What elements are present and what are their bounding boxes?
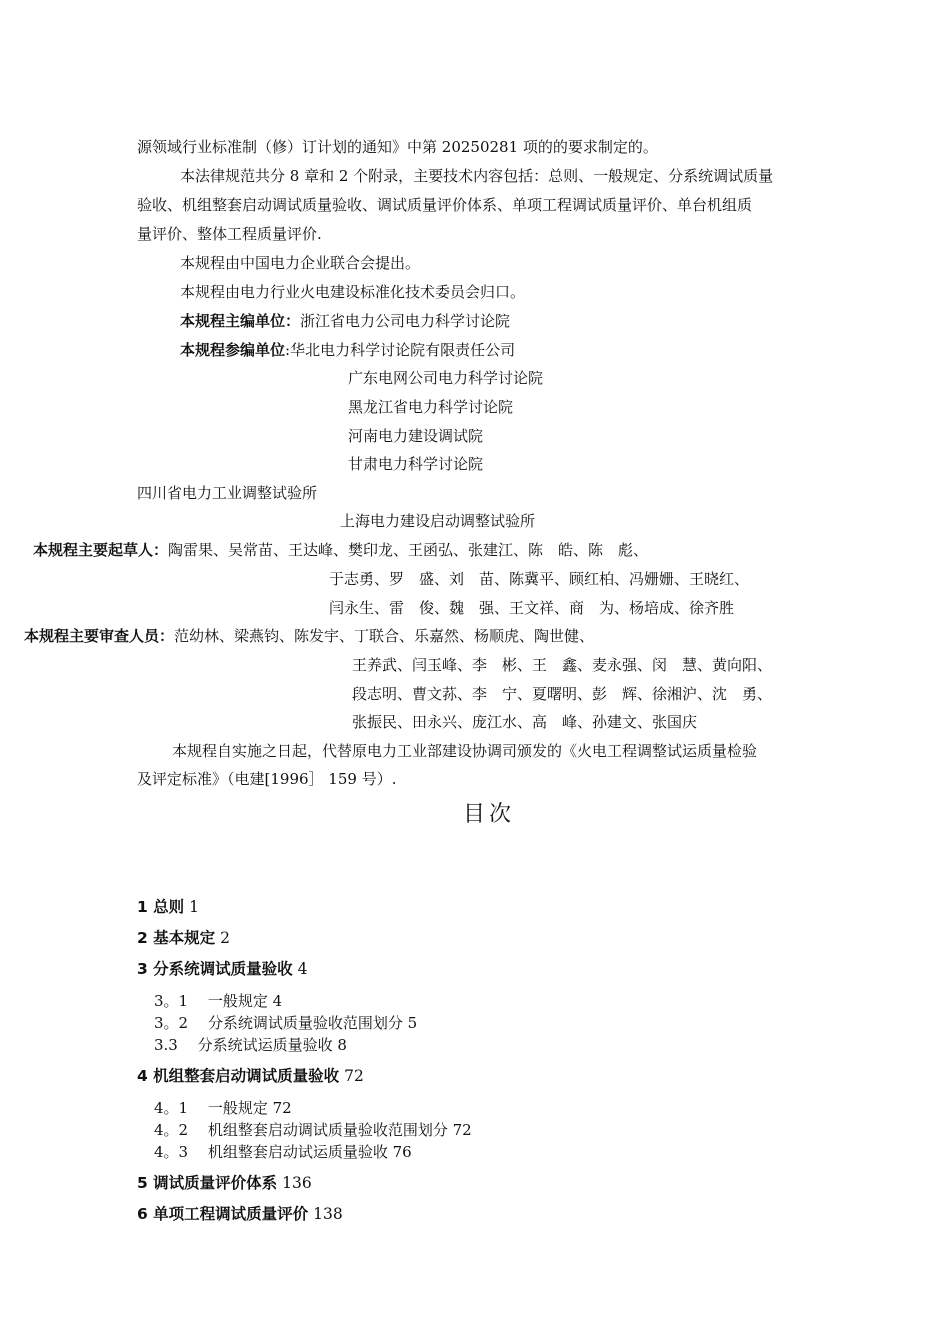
- chief-unit-label: 本规程主编单位：: [180, 312, 301, 330]
- toc-entry-ch1[interactable]: [137, 897, 199, 917]
- toc-entry-ch4[interactable]: [137, 1066, 364, 1086]
- reviewers-row: [24, 626, 594, 646]
- toc-entry-label: 4。3 机组整套启动试运质量验收: [154, 1143, 388, 1161]
- participant-unit: 上海电力建设启动调整试验所: [340, 512, 536, 530]
- chief-unit-value: 浙江省电力公司电力科学讨论院: [300, 312, 511, 330]
- reviewers-line: 范幼林、梁燕钧、陈发宇、丁联合、乐嘉然、杨顺虎、陶世健、: [174, 627, 595, 645]
- toc-entry-s3-1[interactable]: [154, 991, 282, 1011]
- participants-label: 本规程参编单位: [180, 341, 286, 359]
- reviewers-label: 本规程主要审查人员：: [24, 627, 175, 645]
- reviewers-line: 段志明、曹文荪、李 宁、夏曙明、彭 辉、徐湘沪、沈 勇、: [352, 685, 773, 703]
- toc-entry-label: 3。2 分系统调试质量验收范围划分: [154, 1014, 403, 1032]
- toc-entry-page: 4: [272, 992, 283, 1010]
- intro-line-4: 量评价、整体工程质量评价.: [137, 225, 322, 243]
- toc-entry-ch3[interactable]: [137, 959, 308, 979]
- toc-entry-label: 2 基本规定: [137, 929, 216, 947]
- toc-entry-ch6[interactable]: [137, 1204, 343, 1224]
- intro-line-2: 本法律规范共分 8 章和 2 个附录，主要技术内容包括：总则、一般规定、分系统调试质量: [180, 167, 774, 185]
- toc-entry-page: 4: [297, 960, 308, 978]
- toc-entry-label: 3。1 一般规定: [154, 992, 268, 1010]
- proposer-statement: 本规程由中国电力企业联合会提出。: [180, 254, 421, 272]
- toc-entry-label: 1 总则: [137, 898, 185, 916]
- replacement-line-2: 及评定标准》（电建[1996］ 159 号）.: [137, 770, 397, 788]
- toc-entry-page: 5: [407, 1014, 418, 1032]
- participant-unit: 黑龙江省电力科学讨论院: [348, 398, 514, 416]
- drafters-label: 本规程主要起草人：: [33, 541, 169, 559]
- toc-entry-ch5[interactable]: [137, 1173, 312, 1193]
- drafters-line: 于志勇、罗 盛、刘 苗、陈冀平、顾红柏、冯姗姗、王晓红、: [329, 570, 750, 588]
- intro-line-1: 源领域行业标准制（修）订计划的通知》中第 20250281 项的的要求制定的。: [137, 138, 658, 156]
- toc-entry-label: 4。2 机组整套启动调试质量验收范围划分: [154, 1121, 448, 1139]
- toc-entry-s4-1[interactable]: [154, 1098, 292, 1118]
- toc-entry-s4-2[interactable]: [154, 1120, 472, 1140]
- toc-entry-label: 5 调试质量评价体系: [137, 1174, 278, 1192]
- toc-title: 目次: [463, 802, 516, 827]
- toc-entry-label: 4 机组整套启动调试质量验收: [137, 1067, 340, 1085]
- drafters-line: 陶雷果、吴常苗、王达峰、樊印龙、王函弘、张建江、陈 皓、陈 彪、: [168, 541, 649, 559]
- toc-entry-page: 136: [282, 1174, 312, 1192]
- toc-entry-label: 3.3 分系统试运质量验收: [154, 1036, 333, 1054]
- toc-entry-page: 2: [220, 929, 230, 947]
- toc-entry-ch2[interactable]: [137, 928, 230, 948]
- toc-entry-s3-2[interactable]: [154, 1013, 417, 1033]
- reviewers-line: 张振民、田永兴、庞江水、高 峰、孙建文、张国庆: [352, 713, 698, 731]
- participant-unit: 河南电力建设调试院: [348, 427, 484, 445]
- toc-entry-page: 72: [272, 1099, 292, 1117]
- toc-entry-page: 1: [189, 898, 199, 916]
- toc-entry-label: 3 分系统调试质量验收: [137, 960, 293, 978]
- toc-entry-s4-3[interactable]: [154, 1142, 412, 1162]
- drafters-line: 闫永生、雷 俊、魏 强、王文祥、商 为、杨培成、徐齐胜: [329, 599, 735, 617]
- toc-entry-page: 138: [313, 1205, 343, 1223]
- participant-unit: 广东电网公司电力科学讨论院: [348, 369, 544, 387]
- replacement-line-1: 本规程自实施之日起，代替原电力工业部建设协调司颁发的《火电工程调整试运质量检验: [172, 742, 758, 760]
- toc-entry-page: 8: [337, 1036, 347, 1054]
- participant-unit: :华北电力科学讨论院有限责任公司: [285, 341, 516, 359]
- drafters-row: [33, 540, 648, 560]
- toc-entry-page: 72: [344, 1067, 364, 1085]
- participant-unit: 四川省电力工业调整试验所: [137, 484, 318, 502]
- toc-entry-label: 4。1 一般规定: [154, 1099, 268, 1117]
- chief-unit-row: [180, 311, 510, 331]
- participants-row: [180, 340, 515, 360]
- intro-line-3: 验收、机组整套启动调试质量验收、调试质量评价体系、单项工程调试质量评价、单台机组质: [137, 196, 753, 214]
- manager-statement: 本规程由电力行业火电建设标准化技术委员会归口。: [180, 283, 526, 301]
- participant-unit: 甘肃电力科学讨论院: [348, 455, 484, 473]
- toc-entry-page: 72: [452, 1121, 472, 1139]
- toc-entry-s3-3[interactable]: [154, 1035, 347, 1055]
- toc-entry-page: 76: [392, 1143, 412, 1161]
- reviewers-line: 王养武、闫玉峰、李 彬、王 鑫、麦永强、闵 慧、黄向阳、: [352, 656, 773, 674]
- toc-entry-label: 6 单项工程调试质量评价: [137, 1205, 309, 1223]
